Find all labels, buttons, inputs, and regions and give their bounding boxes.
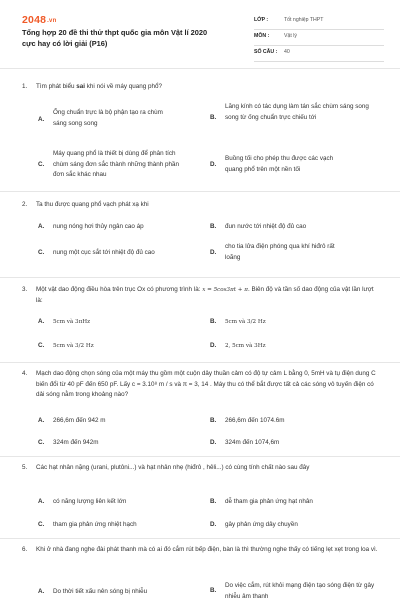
option-b[interactable] [210,317,380,329]
question-2 [22,200,382,270]
meta-value: Vật lý [284,33,297,39]
logo-suffix: .vn [47,18,57,24]
meta-key: SỐ CÂU : [254,49,278,55]
option-c[interactable] [38,438,198,450]
option-letter: D. [210,249,217,256]
meta-key: MÔN : [254,33,270,39]
meta-panel [254,14,384,62]
option-letter: D. [210,439,217,446]
option-text: đun nước tới nhiệt độ đủ cao [225,223,307,230]
question-4 [22,369,382,453]
option-letter: A. [38,417,45,424]
option-letter: B. [210,114,217,121]
option-text: Máy quang phổ là thiết bị dùng để phân tích chùm sáng đơn sắc thành những thành phần đơn sắc khác nhau [53,150,179,178]
option-b[interactable] [210,102,380,136]
option-letter: D. [210,521,217,528]
question-number: 4. [22,370,28,377]
divider [0,456,400,457]
divider [0,68,400,69]
option-text: nung một cục sắt tới nhiệt độ đủ cao [53,249,155,256]
option-text: Do thời tiết xấu nên sóng bị nhiễu [53,588,148,595]
divider [0,277,400,278]
question-1 [22,82,382,182]
option-letter: D. [210,161,217,168]
option-a[interactable] [38,108,198,138]
divider [0,362,400,363]
option-d[interactable] [210,520,380,532]
option-text: 324m đến 942m [53,439,99,446]
option-letter: D. [210,342,217,349]
meta-row-count [254,46,384,62]
question-text: Tìm phát biểu sai khi nói về máy quang phổ? [36,83,163,90]
option-a[interactable] [38,317,198,329]
option-text: nung nóng hơi thủy ngân cao áp [53,223,144,230]
option-a[interactable] [38,416,198,428]
option-text: 5cm và 3/2 Hz [225,319,266,325]
option-letter: C. [38,439,45,446]
option-text: tham gia phản ứng nhiệt hạch [53,521,137,528]
option-b[interactable] [210,581,380,600]
option-a[interactable] [38,222,198,234]
meta-row-class [254,14,384,30]
option-letter: C. [38,249,45,256]
option-letter: A. [38,588,45,595]
option-c[interactable] [38,341,198,353]
question-text: Một vật dao động điều hòa trên trục Ox có phương trình là: x = 5cos3πt + π. Biên độ và tần số dao động của vật lần lượt là: [36,286,374,304]
option-a[interactable] [38,497,198,509]
option-letter: C. [38,521,45,528]
logo-text: 2048 [22,14,47,26]
question-number: 3. [22,286,28,293]
option-letter: A. [38,318,45,325]
question-text: Mạch dao động chọn sóng của một máy thu gồm một cuộn dây thuần cảm có độ tự cảm L bằng 0, 5mH và tụ điện dung C biến đổi từ 40 pF đến 650 pF. Lấy c = 3.10⁸ m / s và π = 3, 14 . Máy thu có thể bắt được tất cả các sóng vô tuyến điện có dải sóng nằm trong khoảng nào? [36,370,376,398]
option-letter: A. [38,498,45,505]
option-letter: B. [210,223,217,230]
question-6 [22,545,382,600]
option-text: dễ tham gia phản ứng hạt nhân [225,498,313,505]
option-c[interactable] [38,248,198,260]
page-title: Tổng hợp 20 đề thi thử thpt quốc gia môn Vật lí 2020 cực hay có lời giải (P16) [22,28,208,48]
formula: x = 5cos3πt + π [202,287,248,293]
option-letter: B. [210,498,217,505]
option-letter: C. [38,161,45,168]
question-3 [22,285,382,359]
option-text: 266,6m đến 1074.6m [225,417,285,424]
divider [0,538,400,539]
option-c[interactable] [38,520,198,532]
option-text: 324m đến 1074,6m [225,439,280,446]
option-text: Ống chuẩn trực là bộ phận tạo ra chùm sáng song song [53,109,163,127]
option-b[interactable] [210,222,380,234]
meta-row-subject [254,30,384,46]
option-text: 266,6m đến 942 m [53,417,106,424]
option-text: 2, 5cm và 3Hz [225,343,266,349]
option-c[interactable] [38,149,198,181]
question-text: Ta thu được quang phổ vạch phát xạ khi [36,201,149,208]
header [0,0,400,68]
question-5 [22,463,382,533]
option-d[interactable] [210,154,380,176]
option-text: gây phản ứng dây chuyền [225,521,298,528]
option-text: 5cm và 3/2 Hz [53,343,94,349]
option-text: có năng lượng liên kết lớn [53,498,127,505]
option-letter: C. [38,342,45,349]
option-letter: B. [210,318,217,325]
option-text: Lăng kính có tác dụng làm tán sắc chùm sáng song song từ ống chuẩn trực chiếu tới [225,103,369,121]
option-d[interactable] [210,341,380,353]
meta-value: 40 [284,49,290,55]
question-text: Các hạt nhân nặng (urani, plutôni...) và hạt nhân nhẹ (hiđrô , hêli...) có cùng tính chất nào sau đây [36,464,310,471]
option-text: Do việc cắm, rút khỏi mạng điện tạo sóng điện từ gây nhiễu âm thanh [225,582,375,600]
question-number: 6. [22,546,28,553]
meta-key: LỚP : [254,17,269,23]
option-d[interactable] [210,242,380,264]
option-letter: A. [38,223,45,230]
option-text: Buồng tối cho phép thu được các vạch quang phổ trên một nền tối [225,155,334,173]
question-number: 1. [22,83,28,90]
option-b[interactable] [210,416,380,428]
divider [0,191,400,192]
option-b[interactable] [210,497,380,509]
option-letter: A. [38,116,45,123]
option-a[interactable] [38,587,203,599]
question-text: Khi ở nhà đang nghe đài phát thanh mà có ai đó cắm rút bếp điện, bàn là thì thường nghe thấy có tiếng lẹt xẹt trong loa vì. [36,546,378,553]
logo[interactable] [22,14,56,26]
meta-value: Tốt nghiệp THPT [284,17,324,23]
question-number: 2. [22,201,28,208]
option-d[interactable] [210,438,380,450]
option-letter: B. [210,417,217,424]
option-text: 5cm và 3πHz [53,319,91,325]
option-letter: B. [210,587,217,594]
option-text: cho tia lửa điện phóng qua khí hiđrô rất loãng [225,243,335,261]
question-number: 5. [22,464,28,471]
